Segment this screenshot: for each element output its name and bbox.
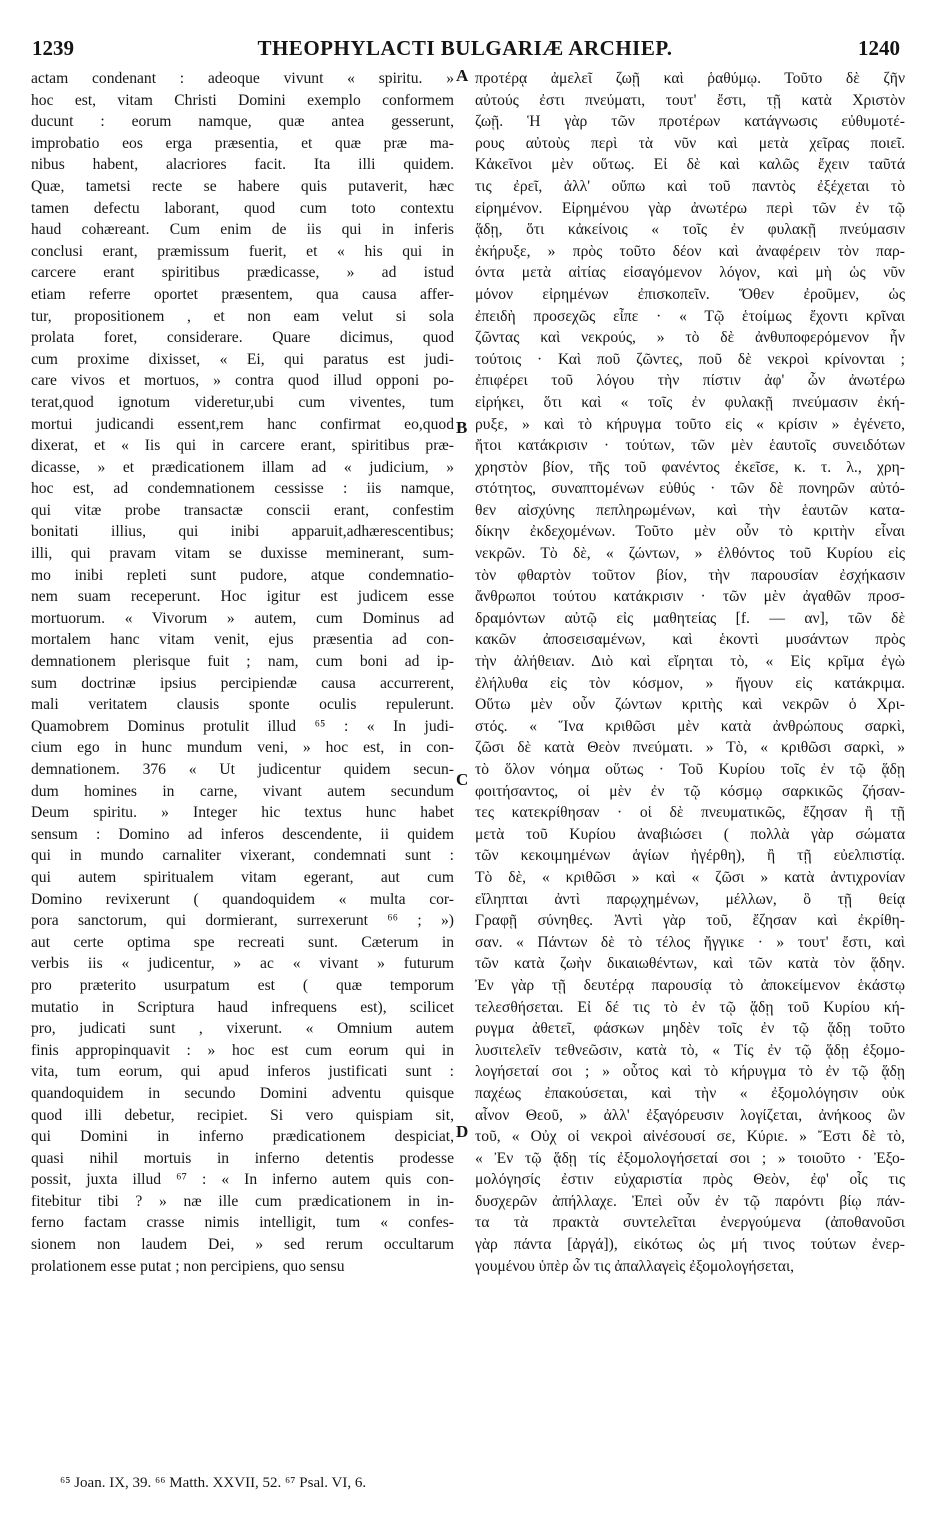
text-line: improbatio eos erga præsentia, et quæ præ ma- [31, 134, 454, 152]
margin-marker-a: A [456, 66, 469, 85]
margin-marker-b: B [456, 418, 468, 437]
text-line: conclusi erant, præmissum fuerit, et « his qui in [31, 242, 454, 260]
text-line: λογήσεταί σοι ; » οὗτος καὶ τὸ κήρυγμα τὸ ἐν τῷ ᾅδῃ [475, 1063, 905, 1081]
text-line: pora sanctorum, qui dormierant, surrexerunt ⁶⁶ ; ») [31, 912, 454, 930]
text-line: θεν αἰσχύνης πεπληρωμένων, καὶ τὴν ἑαυτῶν κατα- [475, 501, 905, 519]
text-line: sensum : Domino ad inferos descendente, ii quidem [31, 825, 454, 843]
text-line: possit, juxta illud ⁶⁷ : « In inferno autem quis con- [31, 1171, 454, 1189]
text-line: etiam referre oportet præsentem, qua causa affer- [31, 285, 454, 303]
text-line: στότητος, συναπτομένων εὐθύς · τῶν δὲ πονηρῶν αὐτό- [475, 480, 905, 498]
text-line: dixerat, et « Iis qui in carcere erant, spiritibus præ- [31, 437, 454, 455]
text-line: bonitati illius, qui inibi apparuit,adhærescentibus; [31, 523, 454, 541]
page-number-left: 1239 [32, 36, 74, 60]
text-line: ἐπιφέρει τοῦ λόγου τὴν πίστιν ἀφ' ὧν ἀνωτέρω [475, 372, 905, 390]
text-line: ferno factam crasse nimis intelligit, tum « confes- [31, 1214, 454, 1232]
text-line: εἰρημένον. Εἰρημένου γὰρ ἀνωτέρω περὶ τῶν ἐν τῷ [475, 199, 905, 217]
text-line: ρυγμα ἀθετεῖ, φάσκων μηδὲν τοῖς ἐν τῷ ᾅδῃ τοῦτο [475, 1020, 905, 1038]
text-line: τὴν ἀλήθειαν. Διὸ καὶ εἴρηται τὸ, « Εἰς κρῖμα ἐγὼ [475, 653, 905, 671]
text-line: mortui judicandi essent,rem hanc confirmat eo,quod [31, 415, 454, 433]
text-line: dum homines in carne, vivant autem secundum [31, 782, 454, 800]
text-line: tamen defectu laborant, quod cum toto contextu [31, 199, 454, 217]
text-line: ἐλήλυθα εἰς τὸν κόσμον, » ἤγουν εἰς κατάκριμα. [475, 674, 905, 692]
text-line: demnationem plerisque fuit ; nam, cum boni ad ip- [31, 653, 454, 671]
text-line: Quamobrem Dominus protulit illud ⁶⁵ : « In judi- [31, 717, 454, 735]
text-line: μόνον εἰρημένων ἐπισκοπεῖν. Ὅθεν ἐροῦμεν, ὡς [475, 285, 905, 303]
text-line: qui in mundo carnaliter vixerant, condemnati sunt : [31, 847, 454, 865]
text-line: δραμόντων αὐτῷ εἰς μαθητείας [f. — αν], τῶν δὲ [475, 609, 905, 627]
text-line: τούτοις · Καὶ ποῦ ζῶντες, ποῦ δὲ νεκροὶ κρίνονται ; [475, 350, 905, 368]
text-line: mutatio in Scriptura haud infrequens est), scilicet [31, 998, 454, 1016]
text-line: τα τὰ πρακτὰ συντελεῖται ἐνεργούμενα (ἀποθανοῦσι [475, 1214, 905, 1232]
text-line: Γραφῇ σύνηθες. Ἀντὶ γὰρ τοῦ, ἔζησαν καὶ ἐκρίθη- [475, 912, 905, 930]
text-line: cum proxime dixisset, « Ei, qui paratus est judi- [31, 350, 454, 368]
text-line: hoc est, ad condemnationem cessisse : iis namque, [31, 480, 454, 498]
text-line: ρους αὐτοὺς περὶ τὰ νῦν καὶ μετὰ χεῖρας ποιεῖ. [475, 134, 905, 152]
text-line: όντα μετὰ αἰτίας εἰσαγόμενον λόγον, καὶ μὴ ὡς νῦν [475, 264, 905, 282]
text-line: φοιτήσαντος, οἱ μὲν ἐν τῷ κόσμῳ σαρκικῶς ζήσαν- [475, 782, 905, 800]
text-line: dicasse, » et prædicationem illam ad « judicium, » [31, 458, 454, 476]
text-line: mortalem hanc vitam venit, ejus præsentia ad con- [31, 631, 454, 649]
text-line: prolata foret, considerare. Quare dicimus, quod [31, 329, 454, 347]
text-line: Quæ, tametsi recte se habere quis putaverit, hæc [31, 177, 454, 195]
text-line: fitebitur tibi ? » næ ille cum prædicationem in in- [31, 1192, 454, 1210]
text-line: sum doctrinæ ipsius percipiendæ causa accurrerent, [31, 674, 454, 692]
text-line: sionem non laudem Dei, » sed rerum occultarum [31, 1236, 454, 1254]
text-line: demnationem. 376 « Ut judicentur quidem secun- [31, 761, 454, 778]
text-line: τελεσθήσεται. Εἰ δέ τις τὸ ἐν τῷ ᾅδῃ τοῦ Κυρίου κή- [475, 998, 905, 1016]
text-line: nem suam receperunt. Hoc igitur est judicem esse [31, 588, 454, 606]
text-line: actam condenant : adeoque vivunt « spiritu. » [31, 70, 454, 87]
text-line: mo inibi repleti sunt pudore, atque condemnatio- [31, 566, 454, 584]
text-line: εἰρήκει, ὅτι καὶ « τοῖς ἐν φυλακῇ πνεύμασιν ἐκή- [475, 393, 905, 411]
text-line: νεκρῶν. Τὸ δὲ, « ζώντων, » ἐλθόντος τοῦ Κυρίου εἰς [475, 545, 905, 563]
text-line: χρηστὸν βίον, τῆς τοῦ φανέντος ἐκεῖσε, κ. τ. λ., χρη- [475, 458, 905, 476]
text-line: tur, propositionem , et non eam velut si sola [31, 307, 454, 325]
text-line: aut certe optima spe recreati sunt. Cæterum in [31, 933, 454, 951]
text-line: care vivos et mortuos, » contra quod illud opponi po- [31, 372, 454, 390]
text-line: τῶν κατὰ ζωὴν δικαιωθέντων, καὶ τῶν κατὰ τὸν ᾅδην. [475, 955, 905, 973]
text-line: παχέως ἐπακούσεται, καὶ τὴν « ἐξομολόγησιν οὐκ [475, 1084, 905, 1102]
text-line: ἄνθρωποι τούτου κατάκρισιν · τῶν μὲν ἀγαθῶν προσ- [475, 588, 905, 606]
text-line: ζῶντας καὶ νεκρούς, » τὸ δὲ ἀνθυποφερόμενον ἦν [475, 329, 905, 347]
margin-marker-c: C [456, 770, 469, 789]
text-line: verbis iis « judicentur, » ac « vivant » futurum [31, 955, 454, 973]
text-line: cium ego in hunc mundum veni, » hoc est, in con- [31, 739, 454, 757]
text-line: mortuorum. « Vivorum » autem, cum Dominus ad [31, 609, 454, 627]
text-line: ἐπειδὴ προσεχῶς εἶπε · « Τῷ ἑτοίμως ἔχοντι κρῖναι [475, 307, 905, 325]
text-line: Τὸ δὲ, « κριθῶσι » καὶ « ζῶσι » κατὰ ἀντιχρονίαν [475, 868, 905, 886]
text-line: τὸ ὅλον νόημα οὕτως · Τοῦ Κυρίου τοῖς ἐν τῷ ᾅδῃ [475, 761, 905, 778]
text-line: στός. « Ἵνα κριθῶσι μὲν κατὰ ἀνθρώπους σαρκὶ, [475, 717, 905, 735]
text-line: ἤτοι κατάκρισιν · τούτων, τῶν μὲν ἑαυτοῖς συνειδότων [475, 437, 905, 455]
text-line: προτέρᾳ ἀμελεῖ ζωῇ καὶ ῥαθύμῳ. Τοῦτο δὲ ζῆν [475, 70, 905, 87]
text-line: finis appropinquavit : » hoc est cum eorum qui in [31, 1041, 454, 1059]
text-line: terat,quod ignotum videretur,ubi cum viventes, tum [31, 393, 454, 411]
text-line: Deum spiritu. » Integer hic textus hunc habet [31, 804, 454, 822]
text-line: μολόγησίς ἐστιν εὐχαριστία πρὸς Θεὸν, ἐφ' οἷς τις [475, 1171, 905, 1189]
text-line: carcere erant spiritibus prædicasse, » ad istud [31, 264, 454, 282]
running-title: THEOPHYLACTI BULGARIÆ ARCHIEP. [257, 36, 673, 60]
text-line: σαν. « Πάντων δὲ τὸ τέλος ἤγγικε · » τουτ' ἔστι, καὶ [475, 933, 905, 951]
text-line: γὰρ πάντα [ἀργά]), εἰκότως ὡς μή τινος τούτων ἐνερ- [475, 1236, 905, 1254]
text-line: prolationem esse putat ; non percipiens, quo sensu [31, 1257, 345, 1275]
text-line: haud cohæreant. Cum enim de iis qui in inferis [31, 221, 454, 239]
text-line: Οὕτω μὲν οὖν ζώντων κριτὴς καὶ νεκρῶν ὁ Χρι- [475, 696, 905, 714]
text-line: ζωῇ. Ἡ γὰρ τῶν προτέρων κατάγνωσις εὐθυμοτέ- [475, 113, 905, 131]
text-line: quod illi debetur, recipiet. Si vero quispiam sit, [31, 1106, 454, 1124]
text-line: τις ἐρεῖ, ἀλλ' οὔπω καὶ τοῦ παντὸς ἐξέχεται τὸ [475, 177, 905, 195]
text-line: τὸν φθαρτὸν τοῦτον βίον, τὴν παρουσίαν ἐσχήκασιν [475, 566, 905, 584]
text-line: εἴληπται ἀντὶ παρῳχημένων, μέλλων, ὃ τῇ θείᾳ [475, 890, 905, 908]
text-line: vita, tum eorum, qui apud inferos justificati sunt : [31, 1063, 454, 1081]
margin-marker-d: D [456, 1122, 469, 1141]
latin-column [31, 68, 454, 1448]
text-line: τῶν κεκοιμημένων ἁγίων ἠγέρθη), ἢ τῇ εὐελπιστίᾳ. [475, 847, 905, 865]
text-line: ζῶσι δὲ κατὰ Θεὸν πνεύματι. » Τὸ, « κριθῶσι σαρκὶ, » [475, 739, 905, 757]
text-line: Ἐν γὰρ τῇ δευτέρᾳ παρουσίᾳ τὸ ἀποκείμενον ἑκάστῳ [475, 976, 905, 994]
page-number-right: 1240 [858, 36, 900, 60]
text-line: quasi nihil mortuis in inferno detentis prodesse [31, 1149, 454, 1167]
text-line: pro, judicati sunt , vixerunt. « Omnium autem [31, 1020, 454, 1038]
greek-column [475, 68, 905, 1448]
text-line: ᾅδῃ, ὅτι κἀκείνοις « τοῖς ἐν φυλακῇ πνεύμασιν [475, 221, 905, 239]
text-line: qui vitæ probe transactæ conscii erant, confestim [31, 501, 454, 519]
footnotes: ⁶⁵ Joan. IX, 39. ⁶⁶ Matth. XXVII, 52. ⁶⁷ Psal. VI, 6. [60, 1475, 367, 1491]
page-header [30, 36, 900, 66]
text-line: mali veritatem clausis sponte oculis repulerunt. [31, 696, 454, 714]
text-line: ρυξε, » καὶ τὸ κήρυγμα τοῦτο εἰς « κρίσιν » ἐγένετο, [475, 415, 905, 433]
text-line: μετὰ τοῦ Κυρίου ἀναβιώσει ( πολλὰ γὰρ σώματα [475, 825, 905, 843]
text-line: δυσχερῶν ἀπήλλαχε. Ἐπεὶ οὖν ἐν τῷ παρόντι βίῳ πάν- [475, 1192, 905, 1210]
text-line: pro præterito usurpatum est ( quæ temporum [31, 976, 454, 994]
text-line: ducunt : eorum namque, quæ antea gesserunt, [31, 113, 454, 131]
text-line: qui autem spiritualem vitam egerant, aut cum [31, 868, 454, 886]
text-line: hoc est, vitam Christi Domini exemplo conformem [31, 91, 454, 109]
text-line: Κἀκεῖνοι μὲν οὕτως. Εἰ δὲ καὶ καλῶς ἔχειν ταῦτά [475, 156, 905, 174]
text-line: ἐκήρυξε, » πρὸς τοῦτο δέον καὶ ἀναφέρειν τὸν παρ- [475, 242, 905, 260]
text-line: δίκην ἐκδεχομένων. Τοῦτο μὲν οὖν τὸ κριτὴν εἶναι [475, 523, 905, 541]
text-line: quandoquidem in secundo Domini adventu quisque [31, 1084, 454, 1102]
text-line: Domino revixerunt ( quandoquidem « multa cor- [31, 890, 454, 908]
text-line: κακῶν ἀποσεισαμένων, καὶ ἑκοντὶ μυσάντων πρὸς [475, 631, 905, 649]
text-line: illi, qui pravam vitam se duxisse meminerant, sum- [31, 545, 454, 563]
text-line: « Ἐν τῷ ᾅδῃ τίς ἐξομολογήσεταί σοι ; » τοιοῦτο · Ἐξο- [475, 1149, 905, 1167]
text-line: γουμένου ὑπὲρ ὧν τις ἀπαλλαγεὶς ἐξομολογήσεται, [475, 1257, 795, 1275]
text-line: αὐτούς ἐστι πνεύματι, τουτ' ἔστι, τῇ κατὰ Χριστὸν [475, 91, 905, 109]
text-line: nibus habent, alacriores facit. Ita illi quidem. [31, 156, 454, 174]
text-line: τες κατεκρίθησαν · οἱ δὲ πνευματικῶς, ἔζησαν ἢ τῇ [475, 804, 905, 822]
text-line: λυσιτελεῖν τεθνεῶσιν, κατὰ τὸ, « Τίς ἐν τῷ ᾅδῃ ἐξομο- [475, 1041, 905, 1059]
text-line: αἶνον Θεοῦ, » ἀλλ' ἐξαγόρευσιν λογίζεται, ἀνήκοος ὢν [475, 1106, 905, 1124]
text-line: qui Domini in inferno prædicationem despiciat, [31, 1128, 454, 1146]
text-line: τοῦ, « Οὐχ οἱ νεκροὶ αἰνέσουσί σε, Κύριε. » Ἔστι δὲ τὸ, [475, 1128, 905, 1146]
